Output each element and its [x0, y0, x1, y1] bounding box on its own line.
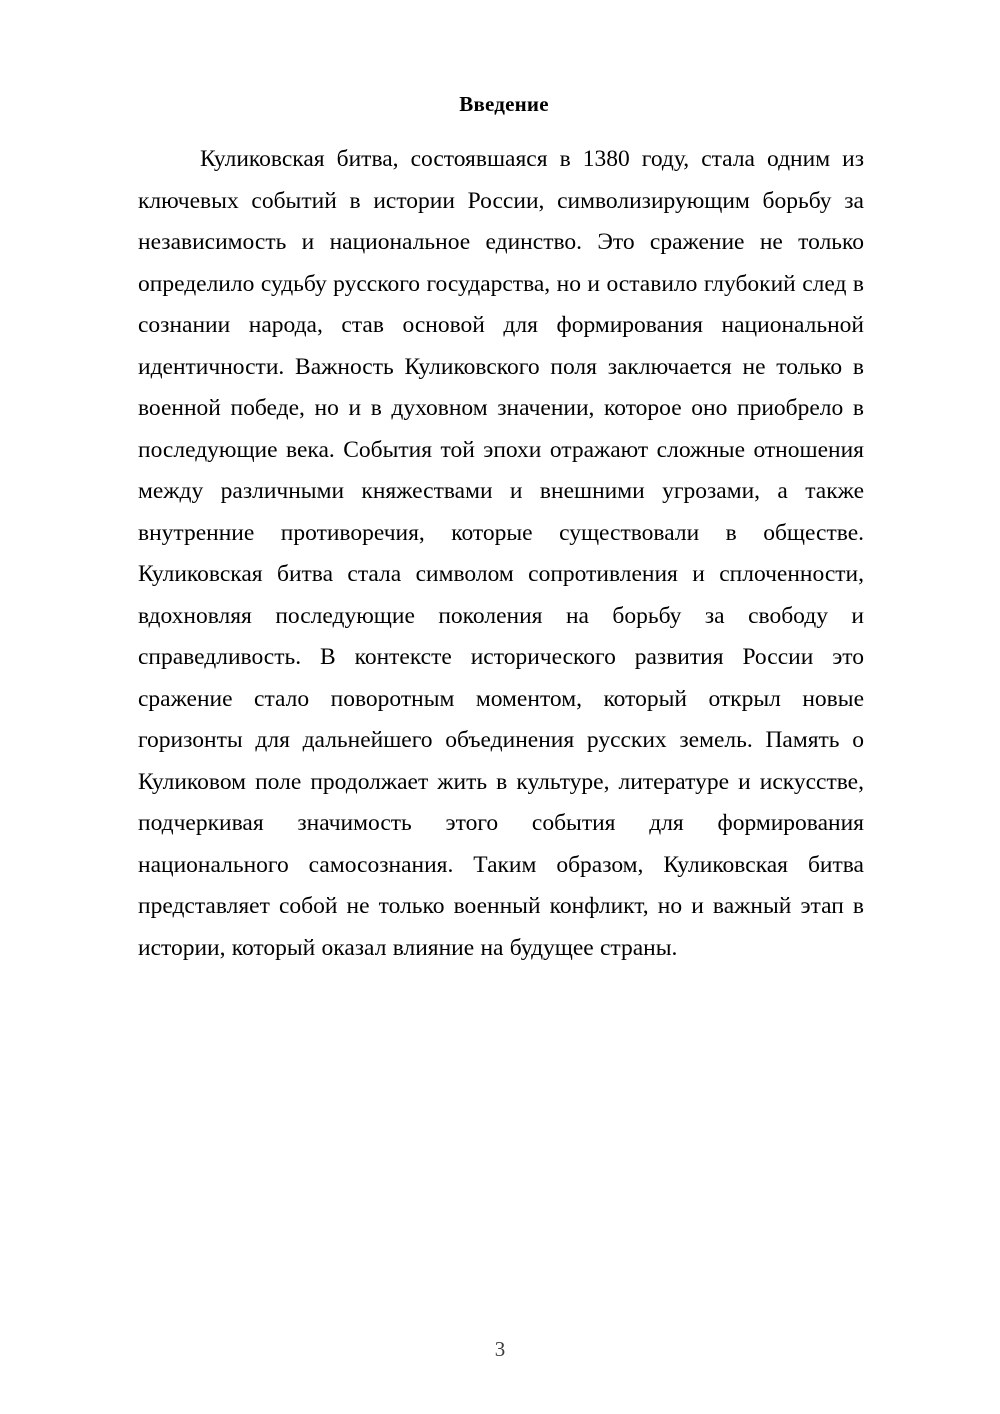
page-title: Введение: [459, 92, 549, 116]
page-number: 3: [494, 1337, 506, 1361]
body-paragraph: Куликовская битва, состоявшаяся в 1380 году, стала одним из ключевых событий в истории России, символизирующим борьбу за независимость и национальное единство. Это сражение не только определило судьбу русского государства, но и оставило глубокий след в сознании народа, став основой для формирования национальной идентичности. Важность Куликовского поля заключается не только в военной победе, но и в духовном значении, которое оно приобрело в последующие века. События той эпохи отражают сложные отношения между различными княжествами и внешними угрозами, а также внутренние противоречия, которые существовали в обществе. Куликовская битва стала символом сопротивления и сплоченности, вдохновляя последующие поколения на борьбу за свободу и справедливость. В контексте исторического развития России это сражение стало поворотным моментом, который открыл новые горизонты для дальнейшего объединения русских земель. Память о Куликовом поле продолжает жить в культуре, литературе и искусстве, подчеркивая значимость этого события для формирования национального самосознания. Таким образом, Куликовская битва представляет собой не только военный конфликт, но и важный этап в истории, который оказал влияние на будущее страны.: [138, 146, 864, 961]
